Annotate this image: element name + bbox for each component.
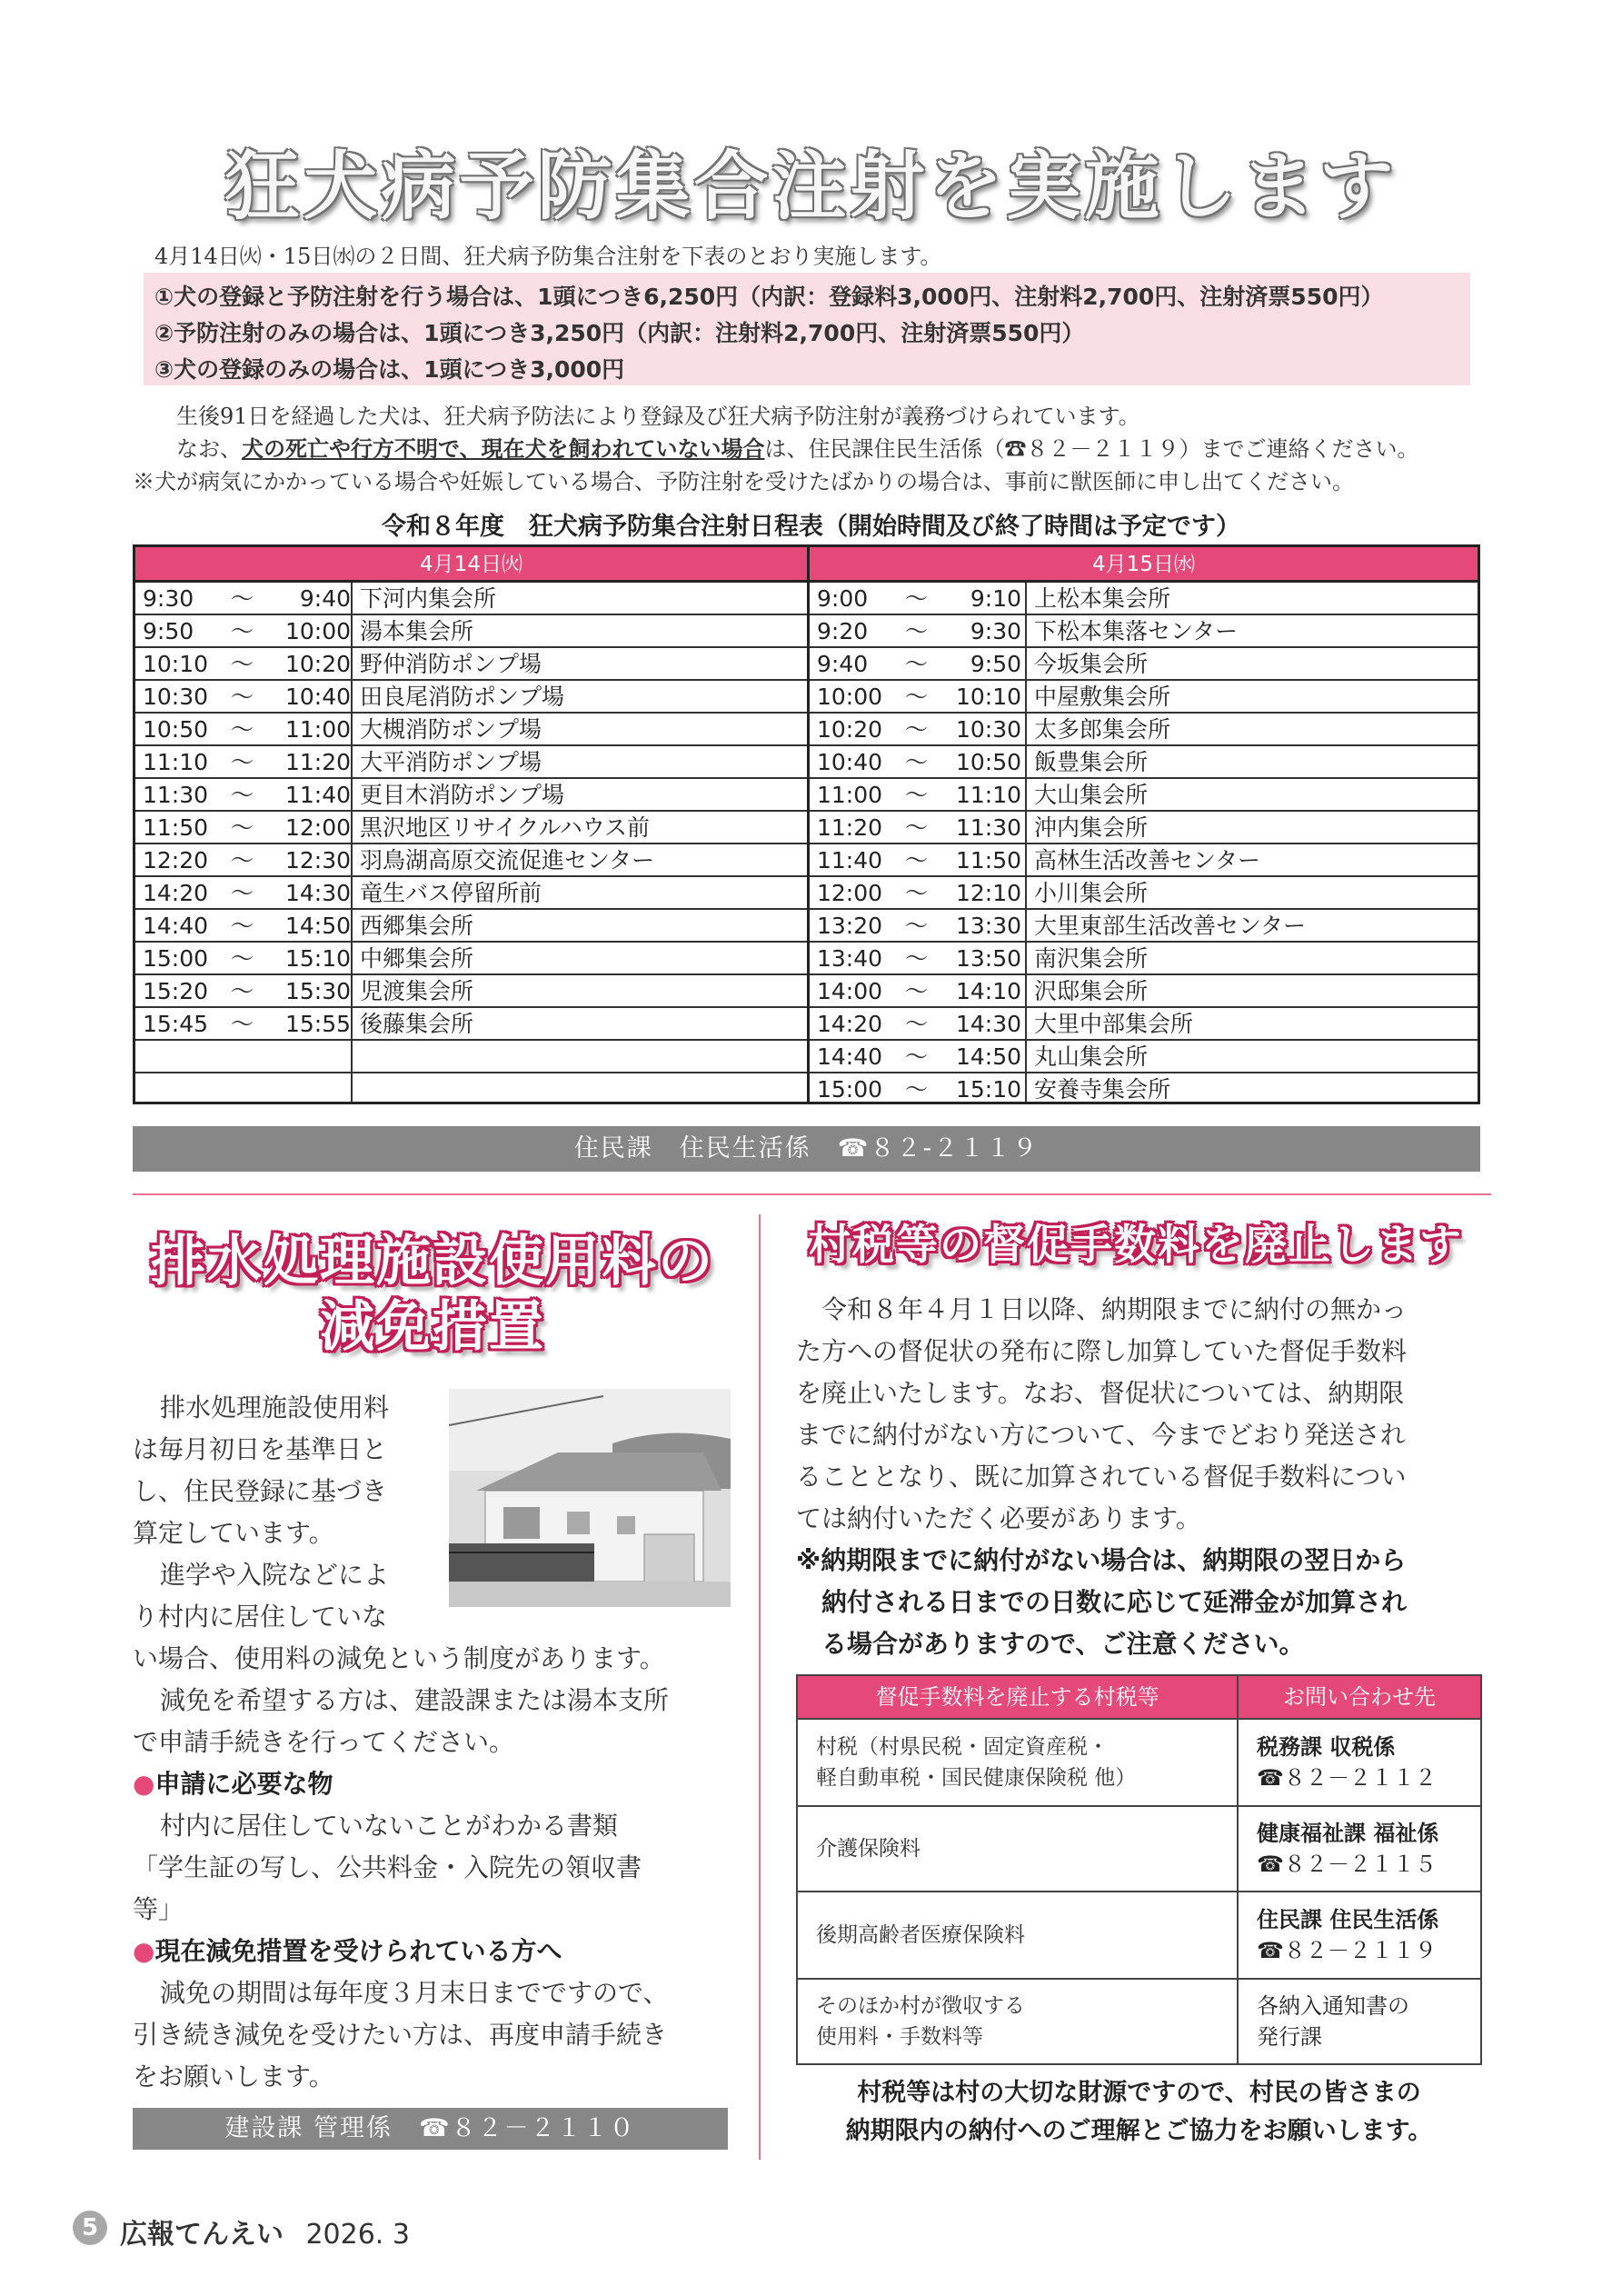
start-time: 12:20 bbox=[143, 847, 209, 873]
end-time: 11:00 bbox=[284, 716, 351, 743]
end-time: 11:20 bbox=[284, 749, 351, 775]
venue-name: 湯本集会所 bbox=[360, 618, 474, 644]
fee-closing bbox=[796, 2074, 1482, 2151]
time-separator: ～ bbox=[231, 585, 254, 612]
venue-name: 後藤集会所 bbox=[360, 1011, 474, 1037]
venue-name: 大山集会所 bbox=[1034, 782, 1149, 808]
time-separator: ～ bbox=[231, 782, 254, 808]
venue-name: 更目木消防ポンプ場 bbox=[360, 782, 565, 808]
end-time: 10:30 bbox=[955, 716, 1021, 743]
start-time: 11:30 bbox=[143, 782, 209, 808]
fee-body bbox=[796, 1289, 1496, 1665]
intro-text: 4月14日㈫・15日㈬の２日間、狂犬病予防集合注射を下表のとおり実施します。 bbox=[154, 244, 942, 269]
day1-row bbox=[135, 583, 807, 615]
contact-dept: 住民課 住民生活係 bbox=[1257, 1907, 1439, 1932]
drainage-p4-line: 村内に居住していないことがわかる書類 bbox=[160, 1811, 619, 1841]
venue-name: 西郷集会所 bbox=[360, 913, 474, 939]
end-time: 15:10 bbox=[955, 1076, 1021, 1103]
drainage-body bbox=[133, 1638, 732, 2098]
tax-table-header bbox=[798, 1676, 1480, 1718]
contact-dept: 健康福祉課 福祉係 bbox=[1257, 1821, 1439, 1846]
note-line-2-bold: 犬の死亡や行方不明で、現在犬を飼われていない場合 bbox=[242, 436, 765, 462]
tax-table-row bbox=[798, 1978, 1480, 2063]
start-time: 13:20 bbox=[817, 913, 883, 939]
schedule-day1 bbox=[135, 547, 810, 1102]
time-separator: ～ bbox=[905, 585, 929, 612]
day1-row bbox=[135, 714, 807, 746]
venue-name: 羽鳥湖高原交流促進センター bbox=[360, 847, 655, 873]
drainage-title-line1: 排水処理施設使用料の bbox=[151, 1230, 714, 1293]
end-time: 11:50 bbox=[955, 847, 1021, 873]
start-time: 9:00 bbox=[817, 585, 869, 612]
day2-row bbox=[810, 975, 1478, 1008]
footer-publication bbox=[120, 2211, 410, 2251]
tax-contact-cell bbox=[1239, 1720, 1480, 1805]
time-separator: ～ bbox=[231, 847, 254, 873]
time-separator: ～ bbox=[231, 814, 254, 841]
contact-dept: 税務課 収税係 bbox=[1257, 1734, 1396, 1760]
drainage-p1-line: し、住民登録に基づき bbox=[133, 1476, 388, 1506]
tax-item-line: 村税（村県民税・固定資産税・ bbox=[816, 1735, 1109, 1759]
day1-row bbox=[135, 910, 807, 943]
page-number-badge: 5 bbox=[73, 2211, 107, 2245]
drainage-p5-line: 引き続き減免を受けたい方は、再度申請手続き bbox=[133, 2020, 668, 2050]
start-time: 13:40 bbox=[817, 945, 883, 972]
end-time: 12:00 bbox=[284, 814, 351, 841]
start-time: 14:00 bbox=[817, 978, 883, 1004]
drainage-p5-line: 減免の期間は毎年度３月末日までですので、 bbox=[160, 1978, 669, 2008]
fee-closing-line: 納期限内の納付へのご理解とご協力をお願いします。 bbox=[845, 2117, 1433, 2145]
section-divider bbox=[133, 1193, 1491, 1195]
venue-name: 今坂集会所 bbox=[1034, 651, 1149, 677]
start-time: 10:20 bbox=[817, 716, 883, 743]
tax-item-line: 使用料・手数料等 bbox=[816, 2025, 983, 2049]
day1-row bbox=[135, 1041, 807, 1073]
end-time: 10:50 bbox=[955, 749, 1021, 775]
time-separator: ～ bbox=[905, 618, 929, 644]
end-time: 14:50 bbox=[955, 1043, 1021, 1070]
fee-note-line: 納付される日までの日数に応じて延滞金が加算され bbox=[821, 1587, 1408, 1617]
drainage-p5-line: をお願いします。 bbox=[133, 2061, 334, 2091]
end-time: 11:30 bbox=[955, 814, 1021, 841]
schedule-title: 令和８年度 狂犬病予防集合注射日程表（開始時間及び終了時間は予定です） bbox=[382, 513, 1240, 541]
note-line-1: 生後91日を経過した犬は、狂犬病予防法により登録及び狂犬病予防注射が義務づけられています。 bbox=[176, 404, 1140, 429]
day1-row bbox=[135, 746, 807, 779]
start-time: 14:20 bbox=[143, 880, 209, 906]
venue-name: 大槻消防ポンプ場 bbox=[360, 716, 542, 743]
time-separator: ～ bbox=[905, 913, 929, 939]
drainage-p1-line: 算定しています。 bbox=[133, 1518, 334, 1548]
start-time: 12:00 bbox=[817, 880, 883, 906]
tax-item-cell bbox=[798, 1720, 1239, 1805]
day2-row bbox=[810, 877, 1478, 910]
venue-name: 大里東部生活改善センター bbox=[1034, 913, 1307, 939]
start-time: 15:00 bbox=[817, 1076, 883, 1103]
day1-row bbox=[135, 812, 807, 844]
day2-row bbox=[810, 681, 1478, 714]
start-time: 10:50 bbox=[143, 716, 209, 743]
start-time: 9:20 bbox=[817, 618, 869, 644]
start-time: 11:00 bbox=[817, 782, 883, 808]
drainage-p4-line: 「学生証の写し、公共料金・入院先の領収書 bbox=[133, 1852, 642, 1882]
day2-row bbox=[810, 648, 1478, 681]
venue-name: 中郷集会所 bbox=[360, 945, 474, 972]
tax-item-line: 介護保険料 bbox=[816, 1837, 920, 1861]
publication-date: 2026. 3 bbox=[305, 2219, 410, 2251]
day2-row bbox=[810, 812, 1478, 844]
drainage-p2-line: 進学や入院などによ bbox=[160, 1560, 390, 1590]
day1-row bbox=[135, 943, 807, 975]
facility-building-illustration bbox=[449, 1389, 731, 1607]
schedule-day2 bbox=[810, 547, 1478, 1102]
day1-row bbox=[135, 779, 807, 812]
fee-p1-line: 令和８年４月１日以降、納期限までに納付の無かっ bbox=[821, 1294, 1408, 1324]
price-line-2: ②予防注射のみの場合は、1頭につき3,250円（内訳：注射料2,700円、注射済票550円） bbox=[154, 320, 1085, 346]
venue-name: 南沢集会所 bbox=[1034, 945, 1149, 972]
tax-item-cell bbox=[798, 1807, 1239, 1891]
time-separator: ～ bbox=[905, 1043, 929, 1070]
time-separator: ～ bbox=[231, 1011, 254, 1037]
facility-photo bbox=[449, 1389, 731, 1607]
day1-row bbox=[135, 1008, 807, 1041]
venue-name: 沢邸集会所 bbox=[1034, 978, 1149, 1004]
day1-row bbox=[135, 844, 807, 877]
day2-row bbox=[810, 1041, 1478, 1073]
end-time: 14:10 bbox=[955, 978, 1021, 1004]
time-separator: ～ bbox=[905, 716, 929, 743]
bullet-dot-icon: ● bbox=[133, 1769, 155, 1799]
tax-table-row bbox=[798, 1805, 1480, 1891]
drainage-p4-line: 等」 bbox=[133, 1894, 184, 1924]
start-time: 9:40 bbox=[817, 651, 869, 677]
time-separator: ～ bbox=[231, 618, 254, 644]
drainage-title-line2: 減免措置 bbox=[320, 1295, 545, 1359]
end-time: 12:30 bbox=[284, 847, 351, 873]
time-separator: ～ bbox=[905, 1076, 929, 1103]
note-line-2-pre: なお、 bbox=[176, 436, 242, 462]
time-separator: ～ bbox=[905, 1011, 929, 1037]
end-time: 13:30 bbox=[955, 913, 1021, 939]
time-separator: ～ bbox=[905, 880, 929, 906]
fee-note-line: ※納期限までに納付がない場合は、納期限の翌日から bbox=[796, 1545, 1407, 1575]
end-time: 15:55 bbox=[284, 1011, 351, 1037]
fee-p1-line: ることとなり、既に加算されている督促手数料につい bbox=[796, 1462, 1407, 1492]
day1-row bbox=[135, 877, 807, 910]
fee-p1-line: を廃止いたします。なお、督促状については、納期限 bbox=[796, 1378, 1405, 1408]
end-time: 11:40 bbox=[284, 782, 351, 808]
day1-row bbox=[135, 1073, 807, 1106]
day2-row bbox=[810, 844, 1478, 877]
time-separator: ～ bbox=[231, 716, 254, 743]
tax-contact-cell bbox=[1239, 1892, 1480, 1978]
venue-name: 大里中部集会所 bbox=[1034, 1011, 1194, 1037]
time-separator: ～ bbox=[905, 945, 929, 972]
contact-bar-kensetsu: 建設課 管理係 ☎８２－２１１０ bbox=[133, 2108, 728, 2150]
tax-table-header-item: 督促手数料を廃止する村税等 bbox=[798, 1676, 1239, 1718]
start-time: 14:20 bbox=[817, 1011, 883, 1037]
start-time: 10:30 bbox=[143, 684, 209, 710]
venue-name: 野仲消防ポンプ場 bbox=[360, 651, 542, 677]
price-line-1: ①犬の登録と予防注射を行う場合は、1頭につき6,250円（内訳：登録料3,000円、注射料2,700円、注射済票550円） bbox=[154, 284, 1384, 310]
venue-name: 竜生バス停留所前 bbox=[360, 880, 542, 906]
fee-p1-line: ては納付いただく必要があります。 bbox=[796, 1503, 1201, 1533]
drainage-p2-line: り村内に居住していな bbox=[133, 1602, 388, 1632]
tax-contact-cell bbox=[1239, 1980, 1480, 2063]
contact-dept: 各納入通知書の bbox=[1257, 1993, 1409, 2019]
venue-name: 安養寺集会所 bbox=[1034, 1076, 1171, 1103]
end-time: 9:50 bbox=[970, 651, 1021, 677]
contact-tel: ☎８２－２１１５ bbox=[1257, 1852, 1437, 1877]
time-separator: ～ bbox=[905, 814, 929, 841]
start-time: 9:50 bbox=[143, 618, 194, 644]
fee-title: 村税等の督促手数料を廃止します bbox=[809, 1220, 1463, 1269]
end-time: 9:40 bbox=[299, 585, 351, 612]
time-separator: ～ bbox=[231, 880, 254, 906]
venue-name: 大平消防ポンプ場 bbox=[360, 749, 542, 775]
day2-row bbox=[810, 1008, 1478, 1041]
bullet-current-recipients-label: 現在減免措置を受けられている方へ bbox=[154, 1936, 562, 1966]
day2-row bbox=[810, 1073, 1478, 1106]
venue-name: 沖内集会所 bbox=[1034, 814, 1149, 841]
day2-row bbox=[810, 779, 1478, 812]
day2-row bbox=[810, 583, 1478, 615]
venue-name: 児渡集会所 bbox=[360, 978, 474, 1004]
end-time: 15:10 bbox=[284, 945, 351, 972]
end-time: 10:10 bbox=[955, 684, 1021, 710]
day1-row bbox=[135, 975, 807, 1008]
end-time: 10:00 bbox=[284, 618, 351, 644]
tax-table-row bbox=[798, 1718, 1480, 1805]
publication-name: 広報てんえい bbox=[120, 2219, 284, 2251]
time-separator: ～ bbox=[231, 978, 254, 1004]
start-time: 11:50 bbox=[143, 814, 209, 841]
end-time: 10:20 bbox=[284, 651, 351, 677]
day2-row bbox=[810, 943, 1478, 975]
time-separator: ～ bbox=[231, 651, 254, 677]
start-time: 15:20 bbox=[143, 978, 209, 1004]
drainage-p1 bbox=[133, 1387, 390, 1638]
fee-p1-line: までに納付がない方について、今までどおり発送され bbox=[796, 1420, 1406, 1450]
end-time: 12:10 bbox=[955, 880, 1021, 906]
time-separator: ～ bbox=[905, 749, 929, 775]
bullet-required-items-label: 申請に必要な物 bbox=[154, 1769, 333, 1799]
time-separator: ～ bbox=[905, 651, 929, 677]
start-time: 10:10 bbox=[143, 651, 209, 677]
time-separator: ～ bbox=[231, 749, 254, 775]
bullet-current-recipients bbox=[133, 1931, 732, 1972]
end-time: 9:10 bbox=[970, 585, 1021, 612]
start-time: 10:40 bbox=[817, 749, 883, 775]
bullet-dot-icon: ● bbox=[133, 1936, 155, 1966]
venue-name: 中屋敷集会所 bbox=[1034, 684, 1171, 710]
schedule-day1-header: 4月14日㈫ bbox=[135, 547, 807, 583]
page-title: 狂犬病予防集合注射を実施します bbox=[224, 144, 1398, 230]
tax-item-cell bbox=[798, 1892, 1239, 1978]
contact-tel: ☎８２－２１１２ bbox=[1257, 1765, 1437, 1791]
time-separator: ～ bbox=[905, 847, 929, 873]
venue-name: 黒沢地区リサイクルハウス前 bbox=[360, 814, 651, 841]
day1-row bbox=[135, 648, 807, 681]
day1-row bbox=[135, 615, 807, 648]
start-time: 11:10 bbox=[143, 749, 209, 775]
venue-name: 下河内集会所 bbox=[360, 585, 497, 612]
venue-name: 丸山集会所 bbox=[1034, 1043, 1149, 1070]
day2-row bbox=[810, 714, 1478, 746]
end-time: 15:30 bbox=[284, 978, 351, 1004]
time-separator: ～ bbox=[231, 945, 254, 972]
end-time: 14:50 bbox=[284, 913, 351, 939]
start-time: 15:00 bbox=[143, 945, 209, 972]
venue-name: 上松本集会所 bbox=[1034, 585, 1171, 612]
tax-item-line: 軽自動車税・国民健康保険税 他） bbox=[816, 1766, 1137, 1790]
time-separator: ～ bbox=[905, 978, 929, 1004]
venue-name: 高林生活改善センター bbox=[1034, 847, 1261, 873]
contact-bar-jumin: 住民課 住民生活係 ☎８２-２１１９ bbox=[133, 1126, 1480, 1172]
start-time: 11:20 bbox=[817, 814, 883, 841]
time-separator: ～ bbox=[905, 684, 929, 710]
end-time: 13:50 bbox=[955, 945, 1021, 972]
day2-row bbox=[810, 910, 1478, 943]
end-time: 14:30 bbox=[955, 1011, 1021, 1037]
schedule-table bbox=[133, 544, 1480, 1104]
drainage-p3-line: で申請手続きを行ってください。 bbox=[133, 1727, 515, 1757]
time-separator: ～ bbox=[905, 782, 929, 808]
time-separator: ～ bbox=[231, 684, 254, 710]
tax-item-cell bbox=[798, 1980, 1239, 2063]
tax-item-line: 後期高齢者医療保険料 bbox=[816, 1923, 1025, 1947]
day1-row bbox=[135, 681, 807, 714]
start-time: 9:30 bbox=[143, 585, 194, 612]
start-time: 11:40 bbox=[817, 847, 883, 873]
tax-contact-table bbox=[796, 1674, 1482, 2065]
contact-tel: ☎８２－２１１９ bbox=[1257, 1938, 1437, 1963]
note-line-2-post: は、住民課住民生活係（☎８２－２１１９）までご連絡ください。 bbox=[764, 436, 1419, 462]
tax-table-header-contact: お問い合わせ先 bbox=[1283, 1684, 1436, 1710]
drainage-p2-line: い場合、使用料の減免という制度があります。 bbox=[133, 1643, 665, 1673]
start-time: 14:40 bbox=[817, 1043, 883, 1070]
bullet-required-items bbox=[133, 1763, 732, 1805]
venue-name: 田良尾消防ポンプ場 bbox=[360, 684, 565, 710]
fee-note-line: る場合がありますので、ご注意ください。 bbox=[821, 1629, 1305, 1659]
schedule-day2-header: 4月15日㈬ bbox=[810, 547, 1478, 583]
column-divider bbox=[759, 1214, 761, 2160]
time-separator: ～ bbox=[231, 913, 254, 939]
tax-item-line: そのほか村が徴収する bbox=[816, 1994, 1025, 2018]
end-time: 10:40 bbox=[284, 684, 351, 710]
venue-name: 飯豊集会所 bbox=[1034, 749, 1149, 775]
day2-row bbox=[810, 746, 1478, 779]
tax-table-row bbox=[798, 1891, 1480, 1978]
start-time: 10:00 bbox=[817, 684, 883, 710]
note-line-2 bbox=[176, 431, 1419, 463]
drainage-p1-line: 排水処理施設使用料 bbox=[160, 1393, 390, 1423]
fee-p1-line: た方への督促状の発布に際し加算していた督促手数料 bbox=[796, 1336, 1408, 1366]
start-time: 14:40 bbox=[143, 913, 209, 939]
fee-closing-line: 村税等は村の大切な財源ですので、村民の皆さまの bbox=[857, 2079, 1421, 2107]
venue-name: 下松本集落センター bbox=[1034, 618, 1239, 644]
end-time: 11:10 bbox=[955, 782, 1021, 808]
start-time: 15:45 bbox=[143, 1011, 209, 1037]
note-line-3: ※犬が病気にかかっている場合や妊娠している場合、予防注射を受けたばかりの場合は、事前に獣医師に申し出てください。 bbox=[133, 469, 1354, 494]
contact-tel: 発行課 bbox=[1257, 2024, 1322, 2050]
day2-row bbox=[810, 615, 1478, 648]
end-time: 9:30 bbox=[970, 618, 1021, 644]
end-time: 14:30 bbox=[284, 880, 351, 906]
drainage-p3-line: 減免を希望する方は、建設課または湯本支所 bbox=[160, 1685, 670, 1715]
drainage-p1-line: は毎月初日を基準日と bbox=[133, 1434, 388, 1464]
price-line-3: ③犬の登録のみの場合は、1頭につき3,000円 bbox=[154, 356, 625, 383]
tax-contact-cell bbox=[1239, 1807, 1480, 1891]
venue-name: 小川集会所 bbox=[1034, 880, 1149, 906]
venue-name: 太多郎集会所 bbox=[1034, 716, 1171, 743]
